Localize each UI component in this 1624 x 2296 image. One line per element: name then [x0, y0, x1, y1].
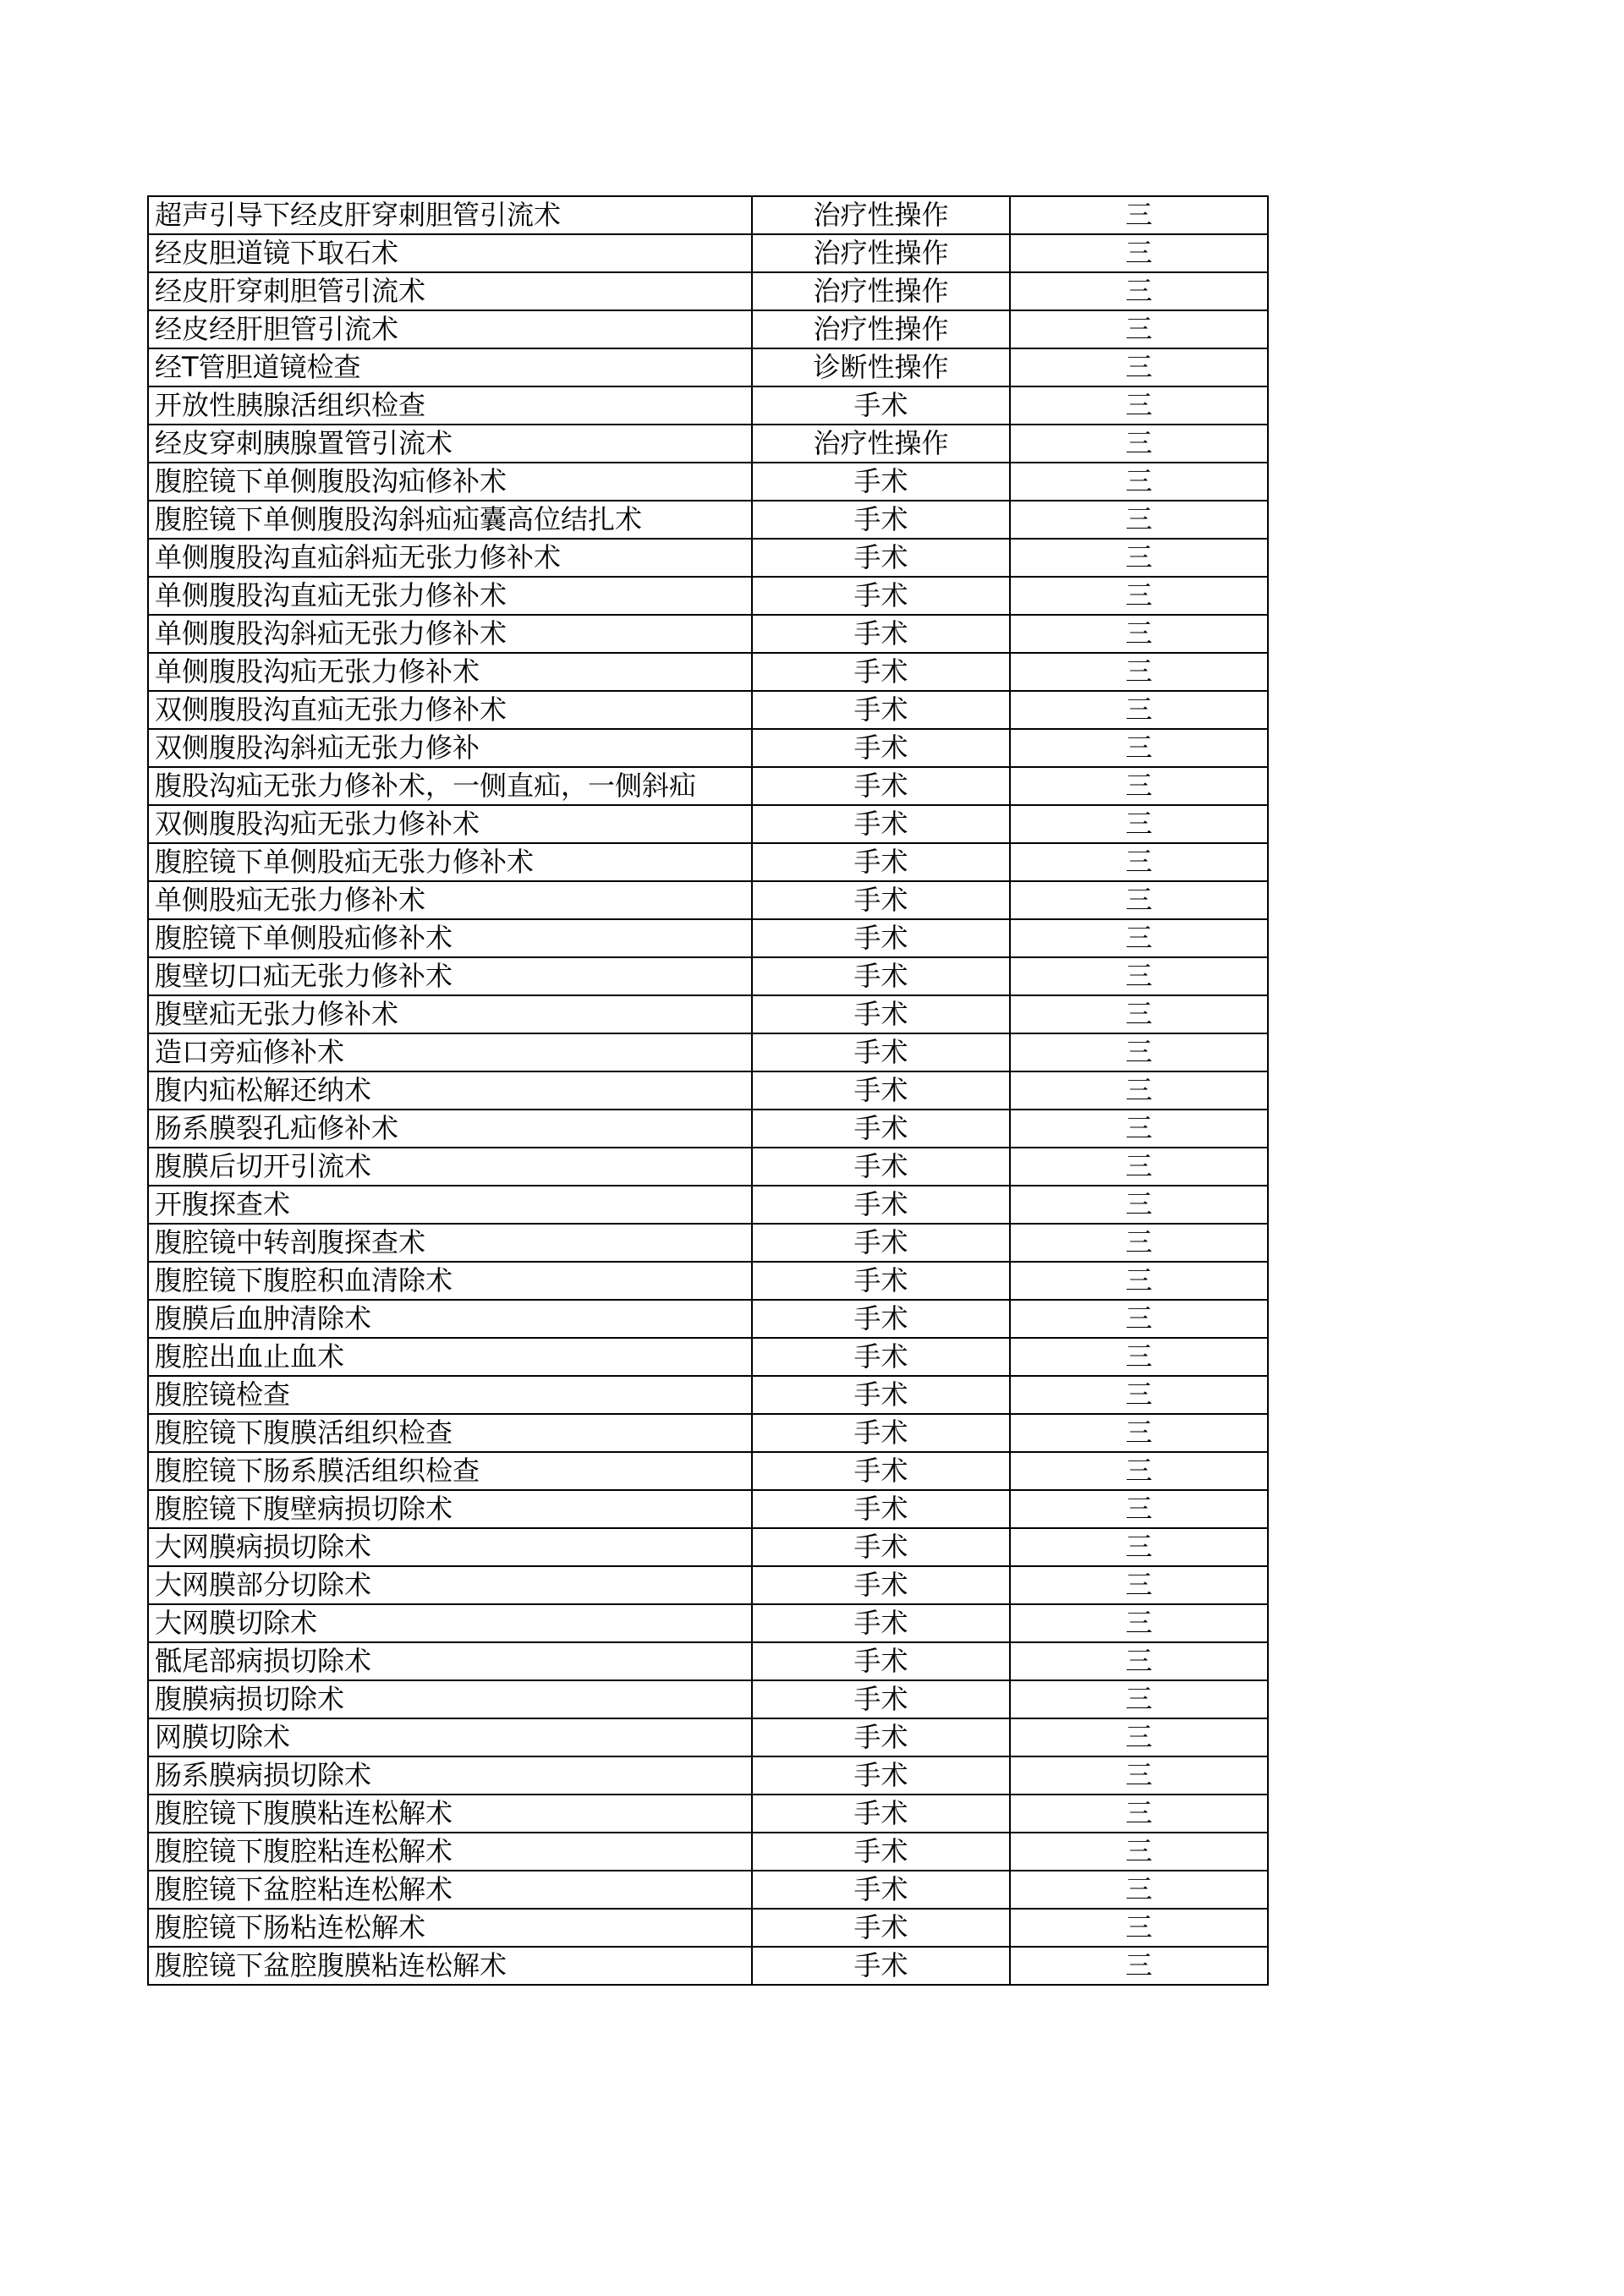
procedure-name-cell: 造口旁疝修补术: [148, 1033, 752, 1071]
procedure-name-cell: 双侧腹股沟斜疝无张力修补: [148, 729, 752, 767]
table-row: [148, 881, 1268, 919]
table-row: [148, 1756, 1268, 1795]
procedure-name-cell: 腹内疝松解还纳术: [148, 1071, 752, 1110]
procedure-name-cell: 经皮胆道镜下取石术: [148, 234, 752, 272]
table-row: [148, 1490, 1268, 1528]
procedure-grade-cell: 三: [1010, 1528, 1268, 1566]
procedure-type-cell: 诊断性操作: [752, 348, 1010, 386]
table-row: [148, 691, 1268, 729]
procedure-type-cell: 手术: [752, 995, 1010, 1033]
table-row: [148, 272, 1268, 310]
table-row: [148, 1909, 1268, 1947]
procedure-name-cell: 腹腔镜下盆腔腹膜粘连松解术: [148, 1947, 752, 1985]
procedure-grade-cell: 三: [1010, 577, 1268, 615]
procedure-name-cell: 腹腔出血止血术: [148, 1338, 752, 1376]
procedure-type-cell: 手术: [752, 1490, 1010, 1528]
table-row: [148, 1186, 1268, 1224]
procedure-grade-cell: 三: [1010, 1110, 1268, 1148]
procedure-name-cell: 腹腔镜下单侧腹股沟斜疝疝囊高位结扎术: [148, 501, 752, 539]
procedure-grade-cell: 三: [1010, 957, 1268, 995]
table-row: [148, 843, 1268, 881]
procedure-grade-cell: 三: [1010, 1300, 1268, 1338]
procedure-grade-cell: 三: [1010, 995, 1268, 1033]
procedure-grade-cell: 三: [1010, 691, 1268, 729]
table-row: [148, 1718, 1268, 1756]
procedure-name-cell: 单侧股疝无张力修补术: [148, 881, 752, 919]
procedure-type-cell: 手术: [752, 1909, 1010, 1947]
procedure-table-body: [148, 196, 1268, 1985]
table-row: [148, 653, 1268, 691]
procedure-name-cell: 肠系膜病损切除术: [148, 1756, 752, 1795]
procedure-grade-cell: 三: [1010, 1452, 1268, 1490]
procedure-grade-cell: 三: [1010, 1186, 1268, 1224]
procedure-type-cell: 手术: [752, 1033, 1010, 1071]
procedure-type-cell: 手术: [752, 1528, 1010, 1566]
procedure-type-cell: 手术: [752, 577, 1010, 615]
procedure-name-cell: 大网膜切除术: [148, 1604, 752, 1642]
procedure-type-cell: 手术: [752, 463, 1010, 501]
procedure-type-cell: 手术: [752, 1452, 1010, 1490]
procedure-name-cell: 腹壁疝无张力修补术: [148, 995, 752, 1033]
procedure-type-cell: 手术: [752, 1604, 1010, 1642]
procedure-name-cell: 腹腔镜下单侧股疝无张力修补术: [148, 843, 752, 881]
procedure-grade-cell: 三: [1010, 615, 1268, 653]
procedure-type-cell: 治疗性操作: [752, 425, 1010, 463]
procedure-type-cell: 手术: [752, 1148, 1010, 1186]
procedure-grade-cell: 三: [1010, 501, 1268, 539]
procedure-grade-cell: 三: [1010, 653, 1268, 691]
procedure-grade-cell: 三: [1010, 881, 1268, 919]
table-row: [148, 1947, 1268, 1985]
procedure-grade-cell: 三: [1010, 425, 1268, 463]
table-row: [148, 1833, 1268, 1871]
procedure-grade-cell: 三: [1010, 843, 1268, 881]
procedure-grade-cell: 三: [1010, 1148, 1268, 1186]
procedure-grade-cell: 三: [1010, 234, 1268, 272]
procedure-type-cell: 手术: [752, 1300, 1010, 1338]
procedure-grade-cell: 三: [1010, 1680, 1268, 1718]
procedure-name-cell: 腹腔镜下腹壁病损切除术: [148, 1490, 752, 1528]
procedure-name-cell: 肠系膜裂孔疝修补术: [148, 1110, 752, 1148]
procedure-grade-cell: 三: [1010, 310, 1268, 348]
procedure-type-cell: 手术: [752, 1376, 1010, 1414]
procedure-grade-cell: 三: [1010, 1376, 1268, 1414]
procedure-type-cell: 手术: [752, 1224, 1010, 1262]
table-row: [148, 1071, 1268, 1110]
procedure-type-cell: 手术: [752, 615, 1010, 653]
procedure-name-cell: 双侧腹股沟疝无张力修补术: [148, 805, 752, 843]
procedure-name-cell: 腹腔镜下肠粘连松解术: [148, 1909, 752, 1947]
procedure-name-cell: 大网膜部分切除术: [148, 1566, 752, 1604]
procedure-grade-cell: 三: [1010, 463, 1268, 501]
procedure-name-cell: 经皮经肝胆管引流术: [148, 310, 752, 348]
procedure-type-cell: 手术: [752, 1833, 1010, 1871]
table-row: [148, 919, 1268, 957]
procedure-type-cell: 手术: [752, 691, 1010, 729]
table-row: [148, 615, 1268, 653]
procedure-type-cell: 手术: [752, 1871, 1010, 1909]
table-row: [148, 767, 1268, 805]
procedure-grade-cell: 三: [1010, 1718, 1268, 1756]
table-row: [148, 310, 1268, 348]
procedure-name-cell: 双侧腹股沟直疝无张力修补术: [148, 691, 752, 729]
procedure-type-cell: 手术: [752, 1186, 1010, 1224]
procedure-name-cell: 腹膜病损切除术: [148, 1680, 752, 1718]
table-row: [148, 1148, 1268, 1186]
procedure-grade-cell: 三: [1010, 1604, 1268, 1642]
procedure-type-cell: 手术: [752, 1110, 1010, 1148]
procedure-name-cell: 腹膜后切开引流术: [148, 1148, 752, 1186]
procedure-type-cell: 手术: [752, 1795, 1010, 1833]
procedure-name-cell: 单侧腹股沟直疝无张力修补术: [148, 577, 752, 615]
procedure-type-cell: 手术: [752, 1756, 1010, 1795]
table-row: [148, 1871, 1268, 1909]
table-row: [148, 729, 1268, 767]
procedure-type-cell: 手术: [752, 1680, 1010, 1718]
procedure-type-cell: 手术: [752, 1642, 1010, 1680]
table-row: [148, 1642, 1268, 1680]
procedure-type-cell: 手术: [752, 1262, 1010, 1300]
table-row: [148, 1604, 1268, 1642]
procedure-name-cell: 腹壁切口疝无张力修补术: [148, 957, 752, 995]
procedure-grade-cell: 三: [1010, 1033, 1268, 1071]
procedure-type-cell: 手术: [752, 729, 1010, 767]
table-row: [148, 1376, 1268, 1414]
procedure-name-cell: 腹腔镜下单侧腹股沟疝修补术: [148, 463, 752, 501]
procedure-name-cell: 经皮肝穿刺胆管引流术: [148, 272, 752, 310]
procedure-grade-cell: 三: [1010, 1833, 1268, 1871]
procedure-type-cell: 治疗性操作: [752, 234, 1010, 272]
procedure-grade-cell: 三: [1010, 767, 1268, 805]
procedure-grade-cell: 三: [1010, 1795, 1268, 1833]
procedure-type-cell: 治疗性操作: [752, 196, 1010, 234]
procedure-name-cell: 单侧腹股沟直疝斜疝无张力修补术: [148, 539, 752, 577]
procedure-name-cell: 单侧腹股沟疝无张力修补术: [148, 653, 752, 691]
table-row: [148, 1300, 1268, 1338]
procedure-name-cell: 腹腔镜下单侧股疝修补术: [148, 919, 752, 957]
procedure-type-cell: 手术: [752, 539, 1010, 577]
procedure-name-cell: 开放性胰腺活组织检查: [148, 386, 752, 425]
procedure-type-cell: 手术: [752, 919, 1010, 957]
procedure-type-cell: 手术: [752, 881, 1010, 919]
table-row: [148, 386, 1268, 425]
procedure-grade-cell: 三: [1010, 1947, 1268, 1985]
procedure-type-cell: 手术: [752, 1338, 1010, 1376]
procedure-grade-cell: 三: [1010, 1071, 1268, 1110]
procedure-type-cell: 治疗性操作: [752, 310, 1010, 348]
procedure-grade-cell: 三: [1010, 1414, 1268, 1452]
procedure-grade-cell: 三: [1010, 196, 1268, 234]
procedure-name-cell: 开腹探查术: [148, 1186, 752, 1224]
procedure-name-cell: 腹股沟疝无张力修补术，一侧直疝，一侧斜疝: [148, 767, 752, 805]
procedure-type-cell: 手术: [752, 1947, 1010, 1985]
table-row: [148, 577, 1268, 615]
procedure-grade-cell: 三: [1010, 1262, 1268, 1300]
table-row: [148, 805, 1268, 843]
procedure-name-cell: 网膜切除术: [148, 1718, 752, 1756]
procedure-type-cell: 手术: [752, 957, 1010, 995]
procedure-name-cell: 腹腔镜下腹腔积血清除术: [148, 1262, 752, 1300]
procedure-name-cell: 经T管胆道镜检查: [148, 348, 752, 386]
procedure-type-cell: 手术: [752, 767, 1010, 805]
table-row: [148, 957, 1268, 995]
table-row: [148, 234, 1268, 272]
procedure-name-cell: 腹腔镜下腹腔粘连松解术: [148, 1833, 752, 1871]
procedure-grade-cell: 三: [1010, 805, 1268, 843]
table-row: [148, 1452, 1268, 1490]
table-row: [148, 463, 1268, 501]
table-row: [148, 196, 1268, 234]
table-row: [148, 1795, 1268, 1833]
procedure-grade-cell: 三: [1010, 1566, 1268, 1604]
procedure-grade-cell: 三: [1010, 1909, 1268, 1947]
procedure-type-cell: 手术: [752, 1566, 1010, 1604]
procedure-name-cell: 骶尾部病损切除术: [148, 1642, 752, 1680]
procedure-type-cell: 手术: [752, 1414, 1010, 1452]
table-row: [148, 1414, 1268, 1452]
procedure-name-cell: 腹腔镜中转剖腹探查术: [148, 1224, 752, 1262]
table-row: [148, 1224, 1268, 1262]
table-row: [148, 501, 1268, 539]
table-row: [148, 1033, 1268, 1071]
table-row: [148, 1262, 1268, 1300]
procedure-grade-cell: 三: [1010, 539, 1268, 577]
procedure-name-cell: 腹腔镜下盆腔粘连松解术: [148, 1871, 752, 1909]
procedure-name-cell: 经皮穿刺胰腺置管引流术: [148, 425, 752, 463]
procedure-grade-cell: 三: [1010, 1338, 1268, 1376]
procedure-type-cell: 手术: [752, 386, 1010, 425]
procedure-grade-cell: 三: [1010, 1490, 1268, 1528]
procedure-name-cell: 腹腔镜下腹膜活组织检查: [148, 1414, 752, 1452]
table-row: [148, 1528, 1268, 1566]
procedure-type-cell: 手术: [752, 501, 1010, 539]
procedure-name-cell: 单侧腹股沟斜疝无张力修补术: [148, 615, 752, 653]
procedure-type-cell: 手术: [752, 1718, 1010, 1756]
table-row: [148, 995, 1268, 1033]
procedure-name-cell: 超声引导下经皮肝穿刺胆管引流术: [148, 196, 752, 234]
procedure-grade-cell: 三: [1010, 1756, 1268, 1795]
table-row: [148, 1338, 1268, 1376]
procedure-type-cell: 治疗性操作: [752, 272, 1010, 310]
table-row: [148, 1680, 1268, 1718]
procedure-name-cell: 腹腔镜下腹膜粘连松解术: [148, 1795, 752, 1833]
procedure-grade-cell: 三: [1010, 348, 1268, 386]
procedure-name-cell: 大网膜病损切除术: [148, 1528, 752, 1566]
table-row: [148, 348, 1268, 386]
procedure-grade-cell: 三: [1010, 272, 1268, 310]
table-row: [148, 425, 1268, 463]
procedure-type-cell: 手术: [752, 1071, 1010, 1110]
procedure-table: [147, 195, 1269, 1986]
table-row: [148, 539, 1268, 577]
procedure-name-cell: 腹膜后血肿清除术: [148, 1300, 752, 1338]
procedure-type-cell: 手术: [752, 653, 1010, 691]
procedure-name-cell: 腹腔镜检查: [148, 1376, 752, 1414]
procedure-grade-cell: 三: [1010, 1871, 1268, 1909]
procedure-type-cell: 手术: [752, 805, 1010, 843]
procedure-grade-cell: 三: [1010, 729, 1268, 767]
table-row: [148, 1566, 1268, 1604]
procedure-grade-cell: 三: [1010, 1642, 1268, 1680]
table-row: [148, 1110, 1268, 1148]
procedure-name-cell: 腹腔镜下肠系膜活组织检查: [148, 1452, 752, 1490]
procedure-grade-cell: 三: [1010, 919, 1268, 957]
procedure-type-cell: 手术: [752, 843, 1010, 881]
procedure-grade-cell: 三: [1010, 386, 1268, 425]
procedure-grade-cell: 三: [1010, 1224, 1268, 1262]
